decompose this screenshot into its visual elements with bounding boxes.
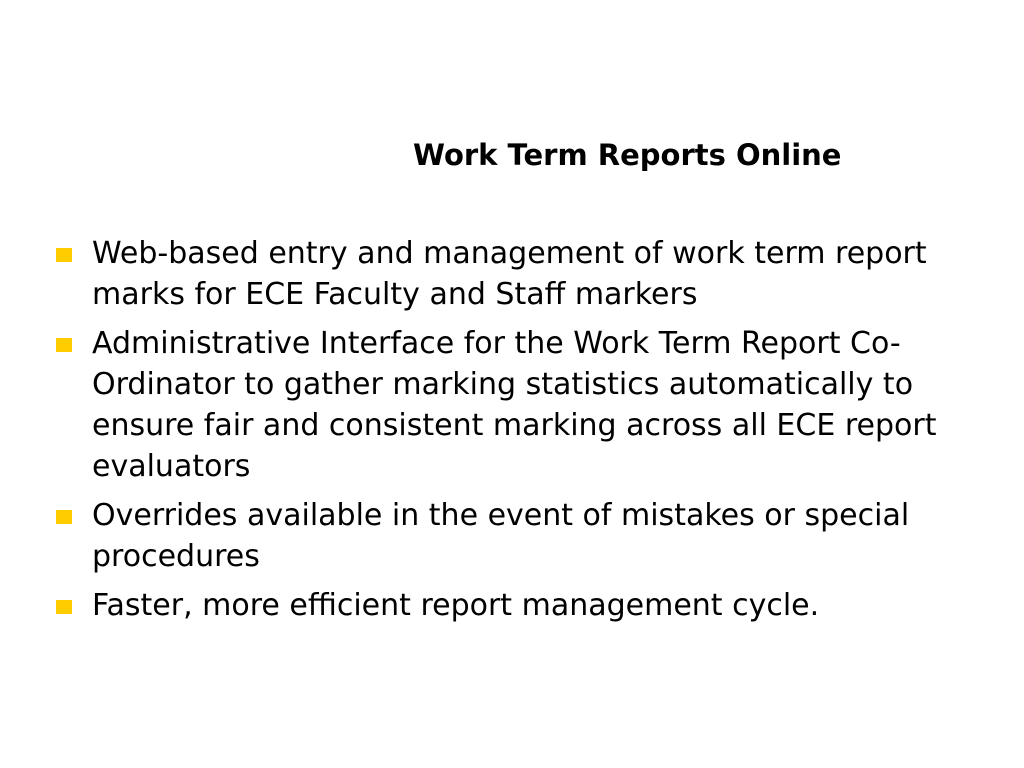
bullet-text: Administrative Interface for the Work Term Report Co-Ordinator to gather marking statistics automatically to ensure fair and consistent marking across all ECE report evaluators xyxy=(92,326,937,484)
bullet-list xyxy=(56,233,986,634)
bullet-item xyxy=(56,495,986,577)
square-bullet-icon xyxy=(56,338,72,352)
square-bullet-icon xyxy=(56,510,72,524)
bullet-text: Faster, more efficient report management cycle. xyxy=(92,588,820,623)
square-bullet-icon xyxy=(56,248,72,262)
bullet-text: Web-based entry and management of work term report marks for ECE Faculty and Staff markers xyxy=(92,236,927,312)
slide-title: Work Term Reports Online xyxy=(413,138,842,172)
bullet-item xyxy=(56,323,986,487)
square-bullet-icon xyxy=(56,600,72,614)
bullet-item xyxy=(56,233,986,315)
bullet-text: Overrides available in the event of mistakes or special procedures xyxy=(92,498,910,574)
bullet-item xyxy=(56,585,986,626)
